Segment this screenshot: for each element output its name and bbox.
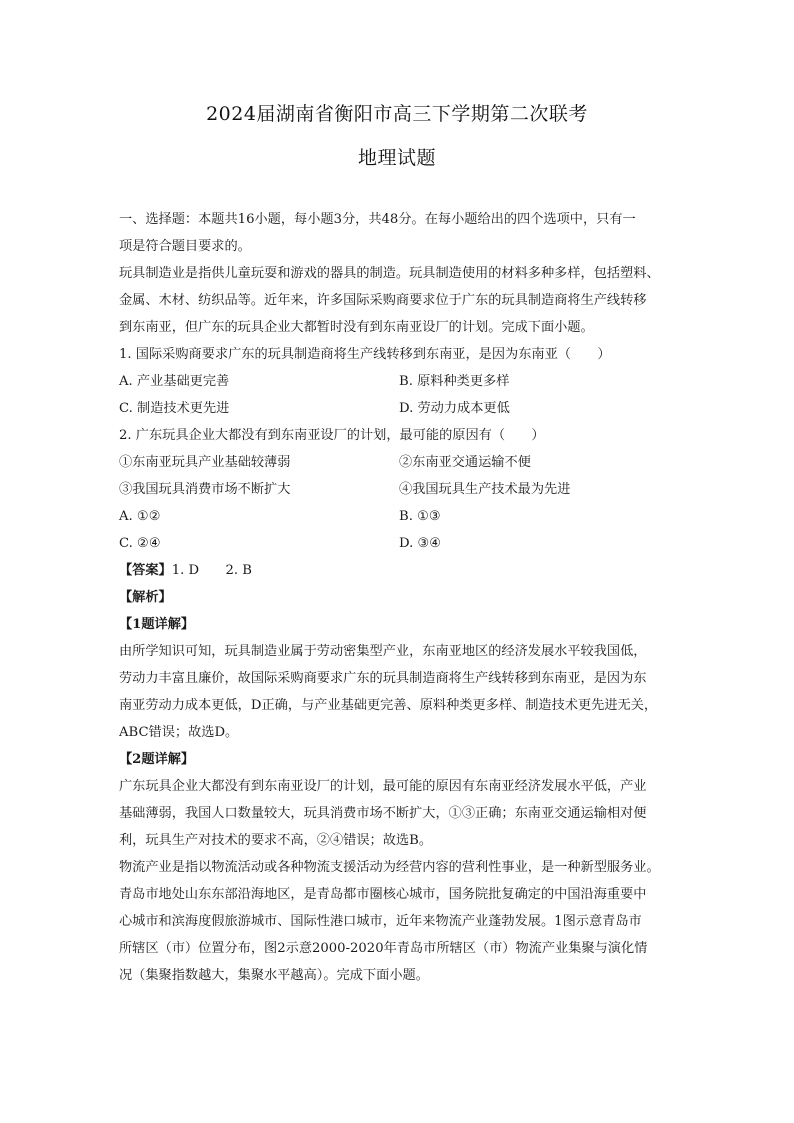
question-2-item-3: ③我国玩具消费市场不断扩大 xyxy=(119,482,291,497)
passage-2-line: 青岛市地处山东东部沿海地区，是青岛都市圈核心城市，国务院批复确定的中国沿海重要中 xyxy=(119,887,647,902)
question-2-items-row xyxy=(119,449,679,476)
question-2-option-c: C. ②④ xyxy=(119,536,161,551)
analysis-label: 【解析】 xyxy=(119,590,172,605)
question-2-item-4: ④我国玩具生产技术最为先进 xyxy=(399,482,571,497)
detail-2-line: 利，玩具生产对技术的要求不高，②④错误；故选B。 xyxy=(119,833,433,848)
answer-label: 【答案】 xyxy=(119,563,172,578)
question-1-option-b: B. 原料种类更多样 xyxy=(399,374,510,389)
question-2-option-a: A. ①② xyxy=(119,509,161,524)
passage-2-line: 所辖区（市）位置分布，图2示意2000-2020年青岛市所辖区（市）物流产业集聚与演化情 xyxy=(119,941,648,956)
passage-2-line: 况（集聚指数越大，集聚水平越高）。完成下面小题。 xyxy=(119,968,429,983)
document-body xyxy=(119,206,679,989)
passage-line: 玩具制造业是指供儿童玩耍和游戏的器具的制造。玩具制造使用的材料多种多样，包括塑料、 xyxy=(119,266,660,281)
question-2-items-row xyxy=(119,476,679,503)
detail-1-line: 劳动力丰富且廉价，故国际采购商要求广东的玩具制造商将生产线转移到东南亚，是因为东 xyxy=(119,671,647,686)
question-1-option-d: D. 劳动力成本更低 xyxy=(399,401,510,416)
detail-2-label: 【2题详解】 xyxy=(119,752,195,767)
question-2-item-2: ②东南亚交通运输不便 xyxy=(399,455,531,470)
passage-2-line: 心城市和滨海度假旅游城市、国际性港口城市，近年来物流产业蓬勃发展。1图示意青岛市 xyxy=(119,914,642,929)
detail-1-label: 【1题详解】 xyxy=(119,617,195,632)
detail-1-line: ABC错误；故选D。 xyxy=(119,725,239,740)
section-instruction-line: 一、选择题：本题共16小题，每小题3分，共48分。在每小题给出的四个选项中，只有一 xyxy=(119,212,636,227)
question-1-options-row xyxy=(119,368,679,395)
question-1-option-c: C. 制造技术更先进 xyxy=(119,401,230,416)
section-instruction-line: 项是符合题目要求的。 xyxy=(119,239,251,254)
question-2-options-row xyxy=(119,530,679,557)
question-2-option-b: B. ①③ xyxy=(399,509,441,524)
answer-line xyxy=(119,557,679,584)
document-title: 2024届湖南省衡阳市高三下学期第二次联考 xyxy=(206,103,588,125)
passage-2-line: 物流产业是指以物流活动或各种物流支援活动为经营内容的营利性事业，是一种新型服务业。 xyxy=(119,860,660,875)
question-2-option-d: D. ③④ xyxy=(399,536,442,551)
question-1-option-a: A. 产业基础更完善 xyxy=(119,374,230,389)
question-1-stem: 1. 国际采购商要求广东的玩具制造商将生产线转移到东南亚，是因为东南亚（ ） xyxy=(119,347,611,362)
passage-line: 到东南亚，但广东的玩具企业大都暂时没有到东南亚设厂的计划。完成下面小题。 xyxy=(119,320,594,335)
detail-1-line: 南亚劳动力成本更低，D正确，与产业基础更完善、原料种类更多样、制造技术更先进无关， xyxy=(119,698,658,713)
detail-2-line: 广东玩具企业大都没有到东南亚设厂的计划，最可能的原因有东南亚经济发展水平低，产业 xyxy=(119,779,647,794)
detail-1-line: 由所学知识可知，玩具制造业属于劳动密集型产业，东南亚地区的经济发展水平较我国低， xyxy=(119,644,647,659)
subject-title: 地理试题 xyxy=(357,147,436,169)
passage-line: 金属、木材、纺织品等。近年来，许多国际采购商要求位于广东的玩具制造商将生产线转移 xyxy=(119,293,647,308)
question-2-stem: 2. 广东玩具企业大都没有到东南亚设厂的计划，最可能的原因有（ ） xyxy=(119,428,545,443)
question-2-options-row xyxy=(119,503,679,530)
question-2-item-1: ①东南亚玩具产业基础较薄弱 xyxy=(119,455,291,470)
question-1-options-row xyxy=(119,395,679,422)
answer-text: 1. D 2. B xyxy=(171,563,252,578)
detail-2-line: 基础薄弱，我国人口数量较大，玩具消费市场不断扩大，①③正确；东南亚交通运输相对便 xyxy=(119,806,647,821)
